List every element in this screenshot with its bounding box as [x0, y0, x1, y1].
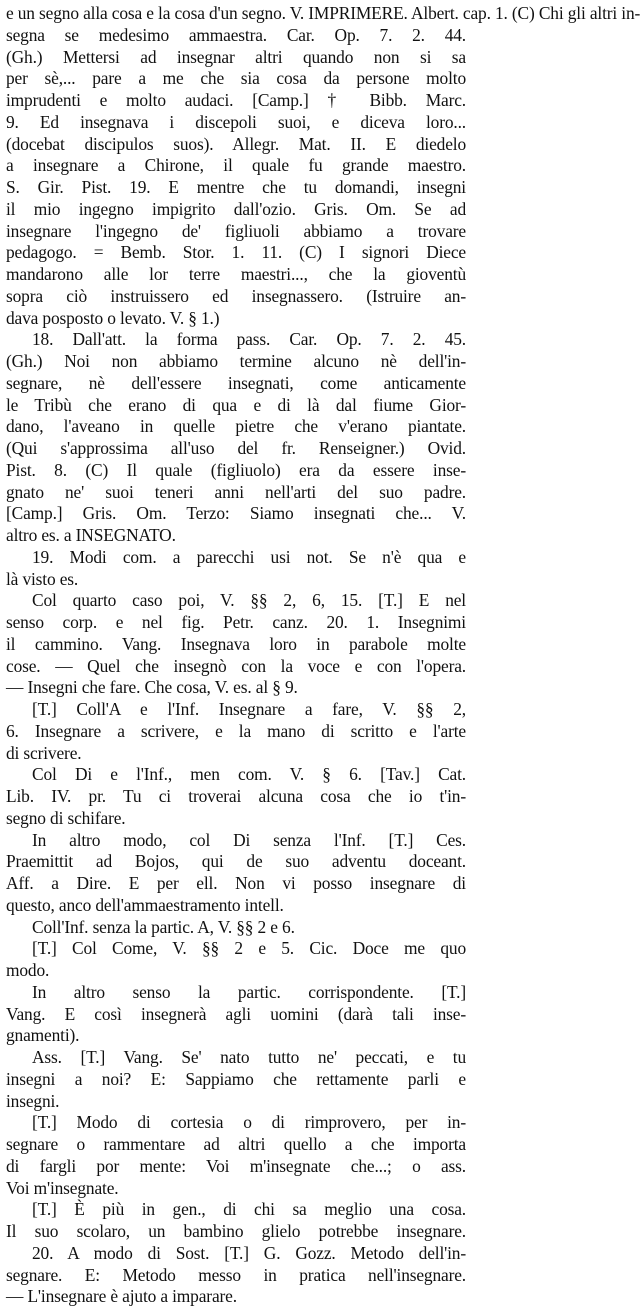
text-line: segna se medesimo ammaestra. Car. Op. 7. 2. 44. [6, 24, 466, 45]
text-line: insegni. [6, 1090, 60, 1111]
text-line: segnare, nè dell'essere insegnati, come anticamente [6, 372, 466, 393]
text-line: Col Di e l'Inf., men com. V. § 6. [Tav.] Cat. [32, 764, 466, 785]
text-line: e un segno alla cosa e la cosa d'un segno. V. IMPRIMERE. Albert. cap. 1. (C) Chi gli altri in- [6, 3, 640, 23]
text-line: gnato ne' suoi teneri anni nell'arti del suo padre. [6, 481, 466, 502]
text-line: Col quarto caso poi, V. §§ 2, 6, 15. [T.] E nel [32, 590, 466, 611]
text-line: (Qui s'approssima all'uso del fr. Renseigner.) Ovid. [6, 438, 466, 458]
entry-text-column [6, 3, 640, 1308]
text-line: In altro modo, col Di senza l'Inf. [T.] Ces. [32, 829, 466, 850]
text-line: là visto es. [6, 568, 79, 589]
text-line: In altro senso la partic. corrispondente. [T.] [32, 981, 466, 1002]
text-line: segnare. E: Metodo messo in pratica nell'insegnare. [6, 1264, 466, 1285]
text-line: Ass. [T.] Vang. Se' nato tutto ne' peccati, e tu [32, 1047, 466, 1067]
text-line: Il suo scolaro, un bambino glielo potrebbe insegnare. [6, 1221, 466, 1241]
text-line: insegnare l'ingegno de' figliuoli abbiamo a trovare [6, 220, 466, 241]
text-line: Vang. E così insegnerà agli uomini (darà tali inse- [6, 1003, 466, 1024]
text-line: [Camp.] Gris. Om. Terzo: Siamo insegnati che... V. [6, 503, 466, 524]
text-line: dava posposto o levato. V. § 1.) [6, 307, 220, 328]
text-line: 18. Dall'att. la forma pass. Car. Op. 7. 2. 45. [32, 329, 466, 350]
text-line: mandarono alle lor terre maestri..., che la gioventù [6, 264, 466, 284]
text-line: altro es. a INSEGNATO. [6, 525, 176, 545]
text-line: Coll'Inf. senza la partic. A, V. §§ 2 e 6. [32, 916, 295, 937]
text-line: Pist. 8. (C) Il quale (figliuolo) era da essere inse- [6, 459, 466, 480]
text-line: 6. Insegnare a scrivere, e la mano di scritto e l'arte [6, 720, 466, 741]
text-line: — L'insegnare è ajuto a imparare. [6, 1286, 237, 1307]
text-line: Praemittit ad Bojos, qui de suo adventu doceant. [6, 851, 466, 872]
text-line: pedagogo. = Bemb. Stor. 1. 11. (C) I signori Diece [6, 242, 466, 263]
text-line: [T.] Coll'A e l'Inf. Insegnare a fare, V. §§ 2, [32, 699, 466, 719]
text-line: sopra ciò instruissero ed insegnassero. (Istruire an- [6, 285, 466, 306]
text-line: (Gh.) Mettersi ad insegnar altri quando non si sa [6, 46, 466, 67]
text-line: dano, l'aveano in quelle pietre che v'erano piantate. [6, 416, 466, 437]
text-line: senso corp. e nel fig. Petr. canz. 20. 1. Insegnimi [6, 612, 466, 632]
text-line: 19. Modi com. a parecchi usi not. Se n'è qua e [32, 546, 466, 567]
text-line: per sè,... pare a me che sia cosa da persone molto [6, 68, 466, 89]
text-line: cose. — Quel che insegnò con la voce e con l'opera. [6, 655, 466, 676]
text-line: a insegnare a Chirone, il quale fu grande maestro. [6, 155, 466, 176]
text-line: il cammino. Vang. Insegnava loro in parabole molte [6, 633, 466, 654]
text-line: — Insegni che fare. Che cosa, V. es. al § 9. [6, 677, 298, 698]
text-line: di scrivere. [6, 742, 82, 763]
text-line: gnamenti). [6, 1025, 80, 1046]
text-line: segnare o rammentare ad altri quello a che importa [6, 1134, 466, 1154]
text-line: 20. A modo di Sost. [T.] G. Gozz. Metodo dell'in- [32, 1242, 466, 1263]
text-line: (Gh.) Noi non abbiamo termine alcuno nè dell'in- [6, 351, 466, 371]
text-line: [T.] Col Come, V. §§ 2 e 5. Cic. Doce me quo [32, 938, 466, 959]
text-line: modo. [6, 960, 50, 980]
text-line: le Tribù che erano di qua e di là dal fiume Gior- [6, 394, 466, 415]
text-line: imprudenti e molto audaci. [Camp.] † Bibb. Marc. [6, 90, 466, 110]
text-line: Lib. IV. pr. Tu ci troverai alcuna cosa che io t'in- [6, 786, 466, 806]
text-line: [T.] È più in gen., di chi sa meglio una cosa. [32, 1199, 466, 1220]
text-line: Aff. a Dire. E per ell. Non vi posso insegnare di [6, 873, 466, 893]
text-line: insegni a noi? E: Sappiamo che rettamente parli e [6, 1068, 466, 1089]
text-line: di fargli por mente: Voi m'insegnate che...; o ass. [6, 1155, 466, 1176]
text-line: Voi m'insegnate. [6, 1177, 119, 1198]
text-line: [T.] Modo di cortesia o di rimprovero, per in- [32, 1112, 466, 1133]
text-line: S. Gir. Pist. 19. E mentre che tu domandi, insegni [6, 177, 466, 197]
text-line: (docebat discipulos suos). Allegr. Mat. II. E diedelo [6, 133, 466, 154]
text-line: segno di schifare. [6, 807, 126, 828]
text-line: 9. Ed insegnava i discepoli suoi, e diceva loro... [6, 111, 466, 132]
text-line: questo, anco dell'ammaestramento intell. [6, 894, 284, 915]
text-line: il mio ingegno impigrito dall'ozio. Gris. Om. Se ad [6, 198, 466, 219]
